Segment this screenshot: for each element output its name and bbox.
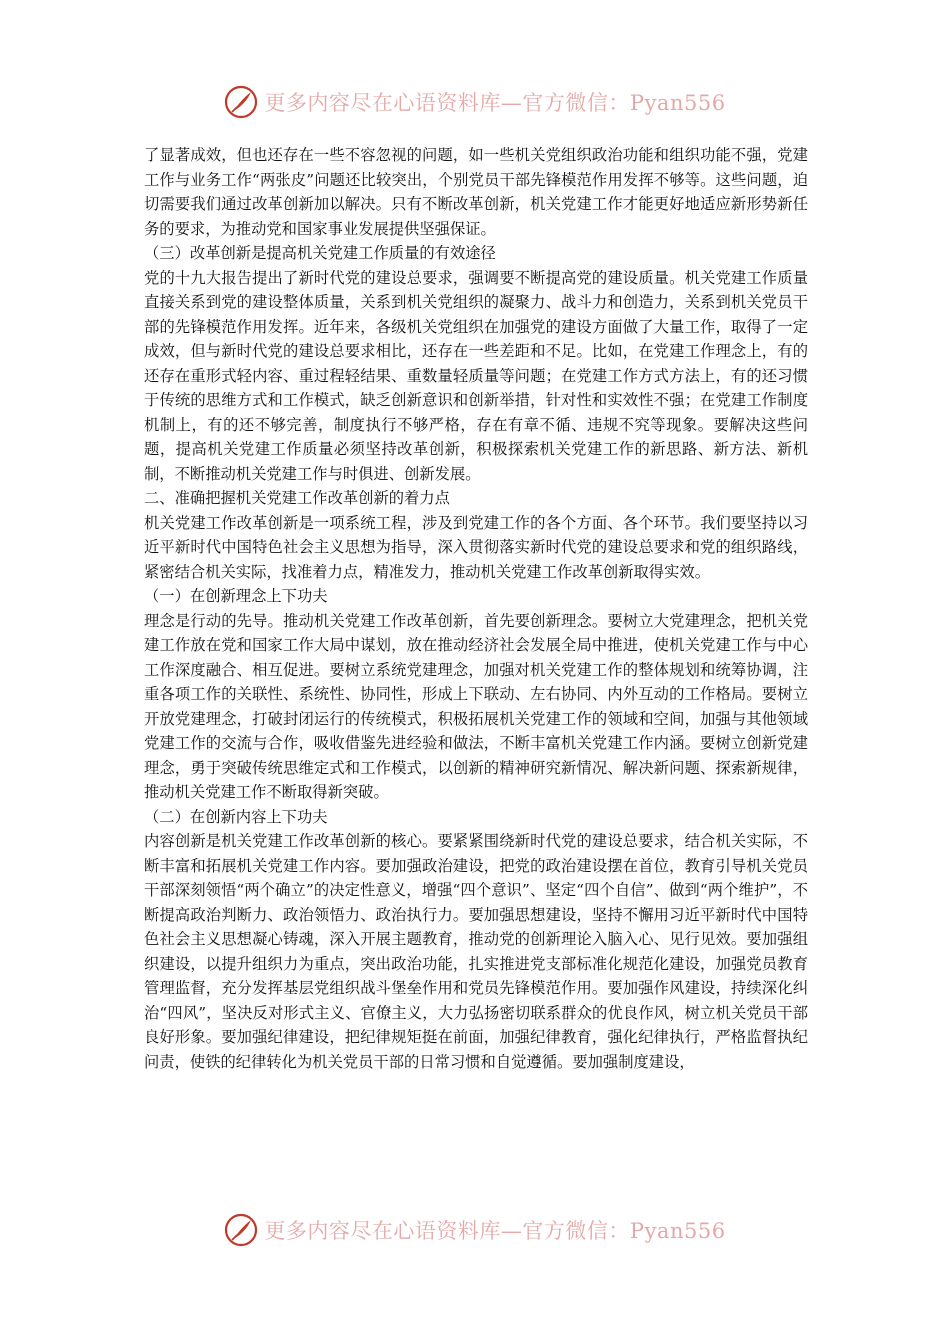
section-heading: （三）改革创新是提高机关党建工作质量的有效途径 [144, 244, 496, 262]
body-paragraph: 内容创新是机关党建工作改革创新的核心。要紧紧围绕新时代党的建设总要求，结合机关实际，不断丰富和拓展机关党建工作内容。要加强政治建设，把党的政治建设摆在首位，教育引导机关党员干部深刻领悟“两个确立”的决定性意义，增强“四个意识”、坚定“四个自信”、做到“两个维护”，不断提高政治判断力、政治领悟力、政治执行力。要加强思想建设，坚持不懈用习近平新时代中国特色社会主义思想凝心铸魂，深入开展主题教育，推动党的创新理论入脑入心、见行见效。要加强组织建设，以提升组织力为重点，突出政治功能，扎实推进党支部标准化规范化建设，加强党员教育管理监督，充分发挥基层党组织战斗堡垒作用和党员先锋模范作用。要加强作风建设，持续深化纠治“四风”，坚决反对形式主义、官僚主义，大力弘扬密切联系群众的优良作风，树立机关党员干部良好形象。要加强纪律建设，把纪律规矩挺在前面，加强纪律教育，强化纪律执行，严格监督执纪问责，使铁的纪律转化为机关党员干部的日常习惯和自觉遵循。要加强制度建设， [144, 832, 808, 1071]
watermark-text-top: 更多内容尽在心语资料库—官方微信：Pyan556 [264, 91, 726, 115]
watermark-text-bottom: 更多内容尽在心语资料库—官方微信：Pyan556 [264, 1219, 726, 1243]
section-heading: 二、准确把握机关党建工作改革创新的着力点 [144, 489, 450, 507]
body-paragraph: 理念是行动的先导。推动机关党建工作改革创新，首先要创新理念。要树立大党建理念，把机关党建工作放在党和国家工作大局中谋划，放在推动经济社会发展全局中推进，使机关党建工作与中心工作深度融合、相互促进。要树立系统党建理念，加强对机关党建工作的整体规划和统筹协调，注重各项工作的关联性、系统性、协同性，形成上下联动、左右协同、内外互动的工作格局。要树立开放党建理念，打破封闭运行的传统模式，积极拓展机关党建工作的领域和空间，加强与其他领域党建工作的交流与合作，吸收借鉴先进经验和做法，不断丰富机关党建工作内涵。要树立创新党建理念，勇于突破传统思维定式和工作模式，以创新的精神研究新情况、解决新问题、探索新规律，推动机关党建工作不断取得新突破。 [144, 611, 808, 801]
section-heading: （二）在创新内容上下功夫 [144, 807, 328, 826]
body-paragraph: 机关党建工作改革创新是一项系统工程，涉及到党建工作的各个方面、各个环节。我们要坚持以习近平新时代中国特色社会主义思想为指导，深入贯彻落实新时代党的建设总要求和党的组织路线，紧密结合机关实际，找准着力点，精准发力，推动机关党建工作改革创新取得实效。 [144, 513, 808, 581]
section-heading: （一）在创新理念上下功夫 [144, 587, 328, 605]
document-body [144, 143, 808, 1074]
watermark-banner-bottom [0, 1210, 950, 1250]
body-paragraph: 了显著成效，但也还存在一些不容忽视的问题，如一些机关党组织政治功能和组织功能不强，党建工作与业务工作“两张皮”问题还比较突出，个别党员干部先锋模范作用发挥不够等。这些问题，迫切需要我们通过改革创新加以解决。只有不断改革创新，机关党建工作才能更好地适应新形势新任务的要求，为推动党和国家事业发展提供坚强保证。 [144, 146, 808, 238]
quill-logo-icon [224, 1213, 258, 1247]
quill-logo-icon [224, 85, 258, 119]
body-paragraph: 党的十九大报告提出了新时代党的建设总要求，强调要不断提高党的建设质量。机关党建工作质量直接关系到党的建设整体质量，关系到机关党组织的凝聚力、战斗力和创造力，关系到机关党员干部的先锋模范作用发挥。近年来，各级机关党组织在加强党的建设方面做了大量工作，取得了一定成效，但与新时代党的建设总要求相比，还存在一些差距和不足。比如，在党建工作理念上，有的还存在重形式轻内容、重过程轻结果、重数量轻质量等问题；在党建工作方式方法上，有的还习惯于传统的思维方式和工作模式，缺乏创新意识和创新举措，针对性和实效性不强；在党建工作制度机制上，有的还不够完善，制度执行不够严格，存在有章不循、违规不究等现象。要解决这些问题，提高机关党建工作质量必须坚持改革创新，积极探索机关党建工作的新思路、新方法、新机制，不断推动机关党建工作与时俱进、创新发展。 [144, 268, 808, 483]
watermark-banner-top [0, 82, 950, 122]
